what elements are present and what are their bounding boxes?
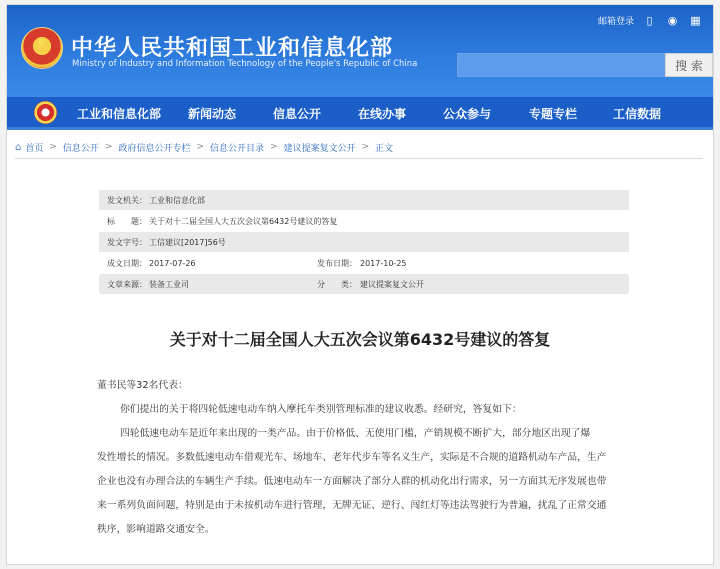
- star-icon: ★: [35, 35, 48, 51]
- breadcrumb-home[interactable]: 首页: [25, 143, 44, 154]
- issuer-label: 发文机关：: [107, 196, 147, 205]
- document-paragraph-line: 秩序，影响道路交通安全。: [97, 524, 215, 535]
- nav-online-services[interactable]: 在线办事: [358, 107, 407, 121]
- breadcrumb-public-column[interactable]: 政府信息公开专栏: [118, 143, 191, 154]
- site-title: 中华人民共和国工业和信息化部: [71, 36, 394, 61]
- nav-special-topics[interactable]: 专题专栏: [529, 107, 578, 121]
- document-body: [97, 374, 632, 542]
- search-button[interactable]: 搜 索: [665, 53, 713, 77]
- issuer-value: 工业和信息化部: [149, 196, 205, 205]
- national-emblem-icon: [21, 27, 63, 69]
- grid-icon[interactable]: ▦: [690, 14, 701, 27]
- breadcrumb-current: 正文: [375, 143, 394, 154]
- created-date-label: 成文日期：: [107, 259, 147, 268]
- created-date-value: 2017-07-26: [149, 259, 196, 268]
- breadcrumb-separator: >: [104, 142, 113, 152]
- breadcrumb-separator: >: [361, 142, 370, 152]
- document-paragraph-line: 来一系列负面问题，特别是由于未按机动车进行管理，无牌无证、逆行、闯红灯等违法驾驶行为普遍，扰乱了正常交通: [97, 500, 607, 511]
- doc-number-value: 工信建议[2017]56号: [149, 238, 226, 247]
- site-header: [7, 5, 713, 97]
- breadcrumb-information-public[interactable]: 信息公开: [62, 143, 99, 154]
- metadata-row: [99, 211, 629, 232]
- category-value: 建议提案复文公开: [360, 280, 424, 289]
- breadcrumb-separator: >: [270, 142, 278, 152]
- published-date-label: 发布日期：: [317, 259, 357, 268]
- nav-news[interactable]: 新闻动态: [188, 107, 237, 121]
- document-recipient: 董书民等32名代表：: [97, 380, 188, 391]
- breadcrumb: [15, 137, 393, 157]
- breadcrumb-catalog[interactable]: 信息公开目录: [210, 143, 265, 154]
- main-navigation: [7, 97, 713, 130]
- document-paragraph-line: 发性增长的情况。多数低速电动车借观光车、场地车、老年代步车等名义生产，实际是不合规的道路机动车产品，生产: [97, 452, 607, 463]
- page-bottom-fade: [7, 550, 713, 564]
- nav-data[interactable]: 工信数据: [613, 107, 662, 121]
- document-paragraph: 你们提出的关于将四轮低速电动车纳入摩托车类别管理标准的建议收悉。经研究，答复如下：: [120, 404, 522, 415]
- nav-public-participation[interactable]: 公众参与: [443, 107, 492, 121]
- mail-login-link[interactable]: 邮箱登录: [597, 17, 634, 27]
- document-paragraph-line: 四轮低速电动车是近年来出现的一类产品。由于价格低、无使用门槛，产销规模不断扩大，部分地区出现了爆: [120, 428, 591, 439]
- breadcrumb-divider: [15, 158, 703, 159]
- site-subtitle: Ministry of Industry and Information Technology of the People's Republic of China: [72, 59, 418, 69]
- source-label: 文章来源：: [107, 280, 147, 289]
- metadata-row: [99, 232, 629, 253]
- home-icon: ⌂: [15, 141, 22, 153]
- ministry-logo-icon: [34, 101, 57, 124]
- breadcrumb-separator: >: [49, 142, 57, 152]
- nav-ministry[interactable]: 工业和信息化部: [77, 107, 162, 121]
- title-value: 关于对十二届全国人大五次会议第6432号建议的答复: [149, 217, 338, 226]
- metadata-row: [99, 274, 629, 295]
- category-label: 分 类：: [317, 280, 357, 289]
- breadcrumb-suggestion-replies[interactable]: 建议提案复文公开: [283, 143, 356, 154]
- published-date-value: 2017-10-25: [360, 259, 407, 268]
- browser-page: [6, 4, 714, 565]
- search-input[interactable]: [457, 53, 665, 77]
- metadata-row: [99, 253, 629, 274]
- document-title: 关于对十二届全国人大五次会议第6432号建议的答复: [169, 330, 551, 349]
- source-value: 装备工业司: [149, 280, 189, 289]
- header-utility-links: [598, 13, 703, 28]
- breadcrumb-separator: >: [196, 142, 205, 152]
- metadata-row: [99, 190, 629, 211]
- nav-information-public[interactable]: 信息公开: [273, 107, 322, 121]
- doc-number-label: 发文字号：: [107, 238, 147, 247]
- rss-icon[interactable]: ◉: [667, 14, 678, 27]
- mobile-icon[interactable]: ▯: [646, 14, 653, 27]
- title-label: 标 题：: [107, 217, 147, 226]
- document-metadata-table: [99, 190, 629, 295]
- document-paragraph-line: 企业也没有办理合法的车辆生产手续。低速电动车一方面解决了部分人群的机动化出行需求，另一方面其无序发展也带: [97, 476, 607, 487]
